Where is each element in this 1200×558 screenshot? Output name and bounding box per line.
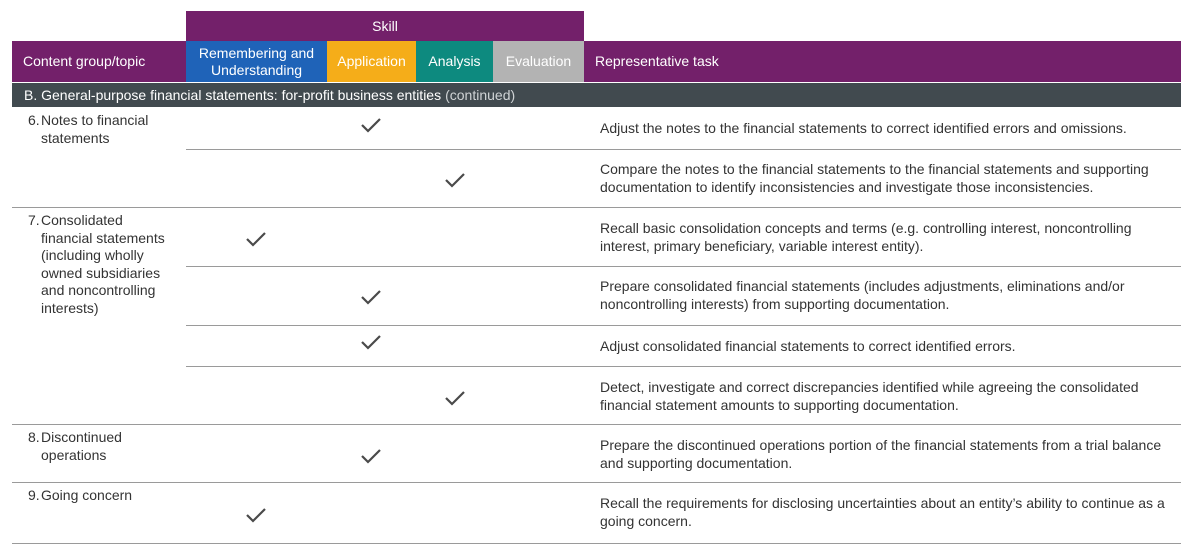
topic-name-text: Going concern bbox=[41, 487, 133, 503]
task-text: Prepare consolidated financial statements (includes adjustments, eliminations and/or noncontrolling interests) from supporting documentation. bbox=[600, 278, 1125, 312]
task-row bbox=[600, 120, 1170, 138]
topic-name-consolidated bbox=[41, 212, 171, 317]
topic-name-discontinued bbox=[41, 429, 161, 464]
row-divider bbox=[186, 266, 1181, 267]
representative-task-header: Representative task bbox=[595, 53, 719, 69]
section-title: B. General-purpose financial statements: for-profit business entities bbox=[24, 87, 442, 103]
topic-number: 6. bbox=[28, 112, 40, 128]
row-divider bbox=[12, 207, 1181, 208]
task-text: Prepare the discontinued operations portion of the financial statements from a trial balance and supporting documentation. bbox=[600, 437, 1162, 471]
topic-name-text: Consolidated financial statements (including wholly owned subsidiaries and noncontrolling interests) bbox=[41, 212, 165, 316]
topic-number: 9. bbox=[28, 487, 40, 503]
checkmark-icon bbox=[444, 389, 466, 407]
task-row bbox=[600, 161, 1170, 196]
checkmark-icon bbox=[360, 116, 382, 134]
checkmark-icon bbox=[245, 230, 267, 248]
row-divider bbox=[12, 424, 1181, 425]
task-row bbox=[600, 379, 1170, 414]
topic-number: 8. bbox=[28, 429, 40, 445]
content-group-header: Content group/topic bbox=[23, 53, 146, 69]
row-divider bbox=[186, 149, 1181, 150]
topic-name-going-concern bbox=[41, 487, 171, 505]
checkmark-icon bbox=[245, 506, 267, 524]
evaluation-header: Evaluation bbox=[493, 41, 584, 82]
task-row bbox=[600, 220, 1170, 255]
task-text: Compare the notes to the financial statements to the financial statements and supporting documentation to identify inconsistencies and investigate those inconsistencies. bbox=[600, 161, 1149, 195]
remembering-header: Remembering and Understanding bbox=[186, 41, 327, 82]
task-row bbox=[600, 338, 1170, 356]
checkmark-icon bbox=[444, 171, 466, 189]
row-divider bbox=[186, 366, 1181, 367]
task-text: Recall basic consolidation concepts and terms (e.g. controlling interest, noncontrolling interest, primary beneficiary, variable interest entity). bbox=[600, 220, 1132, 254]
task-row bbox=[600, 278, 1170, 313]
checkmark-icon bbox=[360, 333, 382, 351]
task-text: Adjust the notes to the financial statements to correct identified errors and omissions. bbox=[600, 120, 1127, 136]
row-divider bbox=[12, 482, 1181, 483]
topic-name-notes bbox=[41, 112, 167, 147]
task-row bbox=[600, 437, 1170, 472]
topic-name-text: Notes to financial statements bbox=[41, 112, 149, 146]
application-header: Application bbox=[327, 41, 416, 82]
task-text: Detect, investigate and correct discrepancies identified while agreeing the consolidated financial statement amounts to supporting documentation. bbox=[600, 379, 1139, 413]
task-row bbox=[600, 495, 1170, 530]
section-continued: (continued) bbox=[445, 87, 516, 103]
skill-band-label: Skill bbox=[372, 18, 398, 34]
topic-name-text: Discontinued operations bbox=[41, 429, 122, 463]
task-text: Adjust consolidated financial statements to correct identified errors. bbox=[600, 338, 1016, 354]
section-heading bbox=[12, 83, 1181, 107]
checkmark-icon bbox=[360, 288, 382, 306]
row-divider bbox=[12, 543, 1181, 544]
topic-number: 7. bbox=[28, 212, 40, 228]
task-text: Recall the requirements for disclosing uncertainties about an entity’s ability to continue as a going concern. bbox=[600, 495, 1165, 529]
row-divider bbox=[186, 325, 1181, 326]
checkmark-icon bbox=[360, 447, 382, 465]
skill-band bbox=[186, 11, 584, 41]
table-header bbox=[12, 41, 1181, 82]
analysis-header: Analysis bbox=[416, 41, 493, 82]
